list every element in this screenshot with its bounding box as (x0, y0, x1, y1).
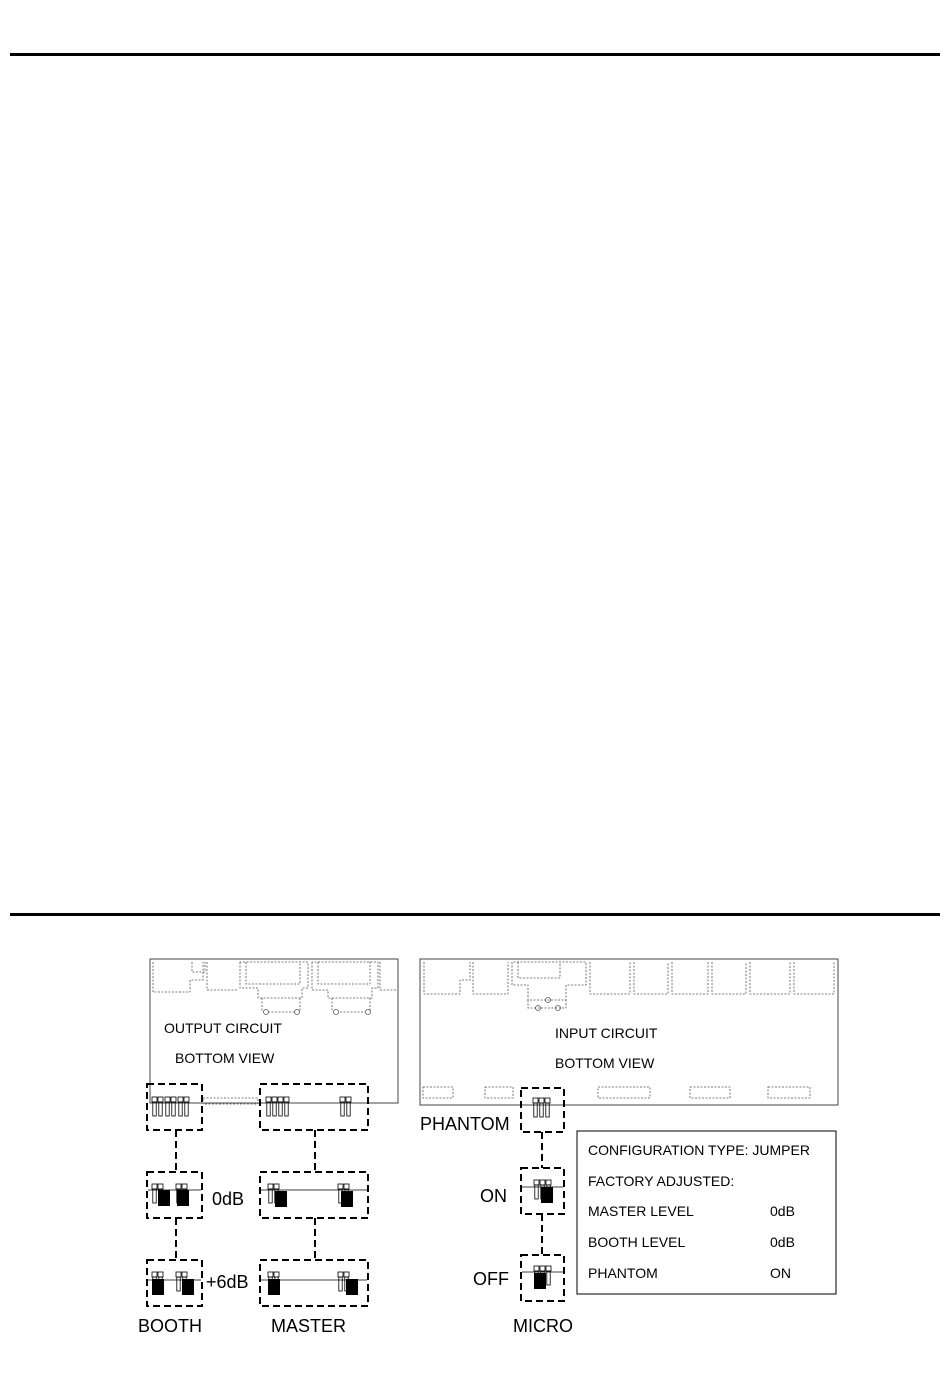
master-jumper-group (260, 1084, 368, 1336)
booth-label: BOOTH (138, 1316, 203, 1336)
micro-label: MICRO (513, 1316, 573, 1336)
input-board-title: INPUT CIRCUIT (555, 1025, 658, 1041)
phantom-label: PHANTOM (420, 1114, 510, 1134)
jumper-cap-icon (346, 1279, 358, 1295)
master-level-label: MASTER LEVEL (588, 1203, 694, 1219)
factory-adjusted-heading: FACTORY ADJUSTED: (588, 1173, 735, 1189)
booth-level-value: 0dB (770, 1234, 795, 1250)
jumper-cap-icon (341, 1191, 353, 1207)
booth-jumper-group (138, 1084, 202, 1336)
input-board-subtitle: BOTTOM VIEW (555, 1055, 655, 1071)
output-circuit-board (150, 959, 398, 1104)
jumper-cap-icon (268, 1279, 280, 1295)
phantom-jumper-group (521, 1088, 564, 1301)
jumper-cap-icon (534, 1273, 546, 1289)
jumper-cap-icon (275, 1191, 287, 1207)
booth-level-label: BOOTH LEVEL (588, 1234, 686, 1250)
off-label: OFF (473, 1269, 509, 1289)
configuration-table (577, 1131, 836, 1294)
master-level-value: 0dB (770, 1203, 795, 1219)
zero-db-label: 0dB (212, 1189, 245, 1209)
plus6db-label: +6dB (206, 1272, 249, 1292)
jumper-cap-icon (158, 1190, 170, 1206)
configuration-type: CONFIGURATION TYPE: JUMPER (588, 1142, 810, 1158)
master-label: MASTER (271, 1316, 347, 1336)
on-label: ON (480, 1186, 507, 1206)
jumper-cap-icon (152, 1279, 164, 1295)
jumper-cap-icon (182, 1279, 194, 1295)
phantom-setting-value: ON (770, 1265, 791, 1281)
output-board-subtitle: BOTTOM VIEW (175, 1050, 275, 1066)
jumper-cap-icon (541, 1187, 553, 1203)
phantom-setting-label: PHANTOM (588, 1265, 658, 1281)
input-circuit-board (420, 959, 838, 1105)
jumper-cap-icon (177, 1190, 189, 1206)
booth-0db-jumper (147, 1172, 202, 1218)
output-board-title: OUTPUT CIRCUIT (164, 1020, 282, 1036)
